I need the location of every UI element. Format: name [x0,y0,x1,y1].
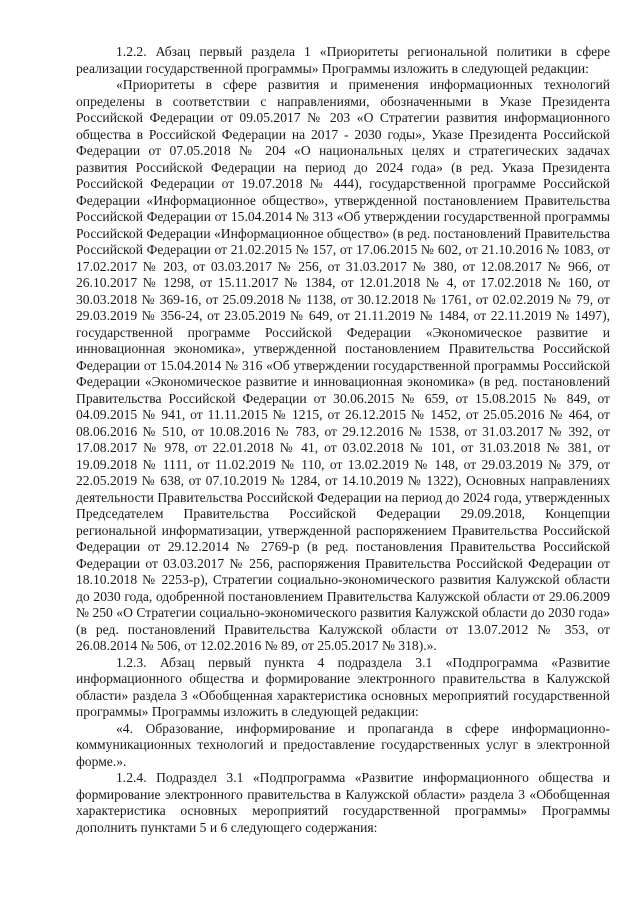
paragraph-1-2-3: 1.2.3. Абзац первый пункта 4 подраздела 3.1 «Подпрограмма «Развитие информационного общества и формирование электронного правительства в Калужской области» раздела 3 «Обобщенная характеристика основных мероприятий государственной программы» Программы изложить в следующей редакции: [76,654,610,719]
paragraph-priorities-quote: «Приоритеты в сфере развития и применения информационных технологий определены в соответствии с направлениями, обозначенными в Указе Президента Российской Федерации от 09.05.2017 № 203 «О Стратегии развития информационного общества в Российской Федерации на 2017 - 2030 годы», Указе Президента Российской Федерации от 07.05.2018 № 204 «О национальных целях и стратегических задачах развития Российской Федерации на период до 2024 года» (в ред. Указа Президента Российской Федерации от 19.07.2018 № 444), государственной программе Российской Федерации «Информационное общество», утвержденной постановлением Правительства Российской Федерации от 15.04.2014 № 313 «Об утверждении государственной программы Российской Федерации «Информационное общество» (в ред. постановлений Правительства Российской Федерации от 21.02.2015 № 157, от 17.06.2015 № 602, от 21.10.2016 № 1083, от 17.02.2017 № 203, от 03.03.2017 № 256, от 31.03.2017 № 380, от 12.08.2017 № 966, от 26.10.2017 № 1298, от 15.11.2017 № 1384, от 12.01.2018 № 4, от 17.02.2018 № 160, от 30.03.2018 № 369-16, от 25.09.2018 № 1138, от 30.12.2018 № 1761, от 02.02.2019 № 79, от 29.03.2019 № 356-24, от 23.05.2019 № 649, от 21.11.2019 № 1484, от 22.11.2019 № 1497), государственной программе Российской Федерации «Экономическое развитие и инновационная экономика», утвержденной постановлением Правительства Российской Федерации от 15.04.2014 № 316 «Об утверждении государственной программы Российской Федерации «Экономическое развитие и инновационная экономика» (в ред. постановлений Правительства Российской Федерации от 30.06.2015 № 659, от 15.08.2015 № 849, от 04.09.2015 № 941, от 11.11.2015 № 1215, от 26.12.2015 № 1452, от 25.05.2016 № 464, от 08.06.2016 № 510, от 10.08.2016 № 783, от 29.12.2016 № 1538, от 31.03.2017 № 392, от 17.08.2017 № 978, от 22.01.2018 № 41, от 03.02.2018 № 101, от 31.03.2018 № 381, от 19.09.2018 № 1111, от 11.02.2019 № 110, от 13.02.2019 № 148, от 29.03.2019 № 379, от 22.05.2019 № 638, от 07.10.2019 № 1284, от 14.10.2019 № 1322), Основных направлениях деятельности Правительства Российской Федерации на период до 2024 года, утвержденных Председателем Правительства Российской Федерации 29.09.2018, Концепции региональной информатизации, утвержденной распоряжением Правительства Российской Федерации от 29.12.2014 № 2769-р (в ред. постановления Правительства Российской Федерации от 03.03.2017 № 256, распоряжения Правительства Российской Федерации от 18.10.2018 № 2253-р), Стратегии социально-экономического развития Калужской области до 2030 года, одобренной постановлением Правительства Калужской области от 29.06.2009 № 250 «О Стратегии социально-экономического развития Калужской области до 2030 года» (в ред. постановлений Правительства Калужской области от 13.07.2012 № 353, от 26.08.2014 № 506, от 12.02.2016 № 89, от 25.05.2017 № 318).». [76,77,610,653]
paragraph-1-2-4: 1.2.4. Подраздел 3.1 «Подпрограмма «Развитие информационного общества и формирование электронного правительства в Калужской области» раздела 3 «Обобщенная характеристика основных мероприятий государственной программы» Программы дополнить пунктами 5 и 6 следующего содержания: [76,770,610,835]
paragraph-1-2-2: 1.2.2. Абзац первый раздела 1 «Приоритеты региональной политики в сфере реализации государственной программы» Программы изложить в следующей редакции: [76,44,610,76]
paragraph-item-4-quote: «4. Образование, информирование и пропаганда в сфере информационно-коммуникационных технологий и предоставление государственных услуг в электронной форме.». [76,720,610,769]
